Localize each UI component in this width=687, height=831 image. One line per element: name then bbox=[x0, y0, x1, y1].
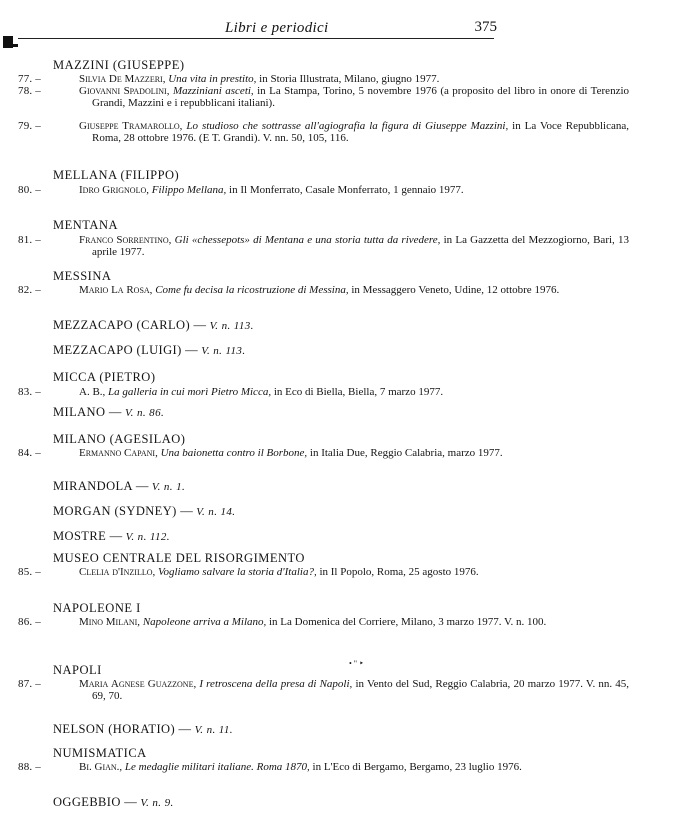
entry-text bbox=[79, 235, 629, 258]
entry-text bbox=[79, 285, 629, 297]
entry-number: 80. – bbox=[18, 184, 41, 196]
entry-number: 87. – bbox=[18, 678, 41, 690]
entry-publication: in Il Monferrato, Casale Monferrato, 1 gennaio 1977. bbox=[226, 184, 464, 196]
cross-reference-mirandola bbox=[0, 481, 603, 494]
entry-publication: in Messaggero Veneto, Udine, 12 ottobre 1976. bbox=[348, 284, 560, 296]
xref-target: V. n. 86. bbox=[121, 407, 165, 419]
entry-publication: in Eco di Biella, Biella, 7 marzo 1977. bbox=[271, 386, 444, 398]
printer-mark-tick-icon bbox=[10, 44, 18, 47]
xref-heading: MILANO — bbox=[53, 405, 122, 419]
entry-number: 77. – bbox=[18, 73, 41, 85]
page-number: 375 bbox=[474, 19, 497, 35]
entry-number: 81. – bbox=[18, 234, 41, 246]
bibliography-entry-e81 bbox=[0, 235, 687, 258]
xref-target: V. n. 9. bbox=[137, 797, 174, 809]
entry-title: Vogliamo salvare la storia d'Italia?, bbox=[158, 566, 317, 578]
entry-number: 78. – bbox=[18, 85, 41, 97]
cross-reference-milano bbox=[0, 407, 603, 420]
entry-title: Una vita in prestito, bbox=[168, 73, 257, 85]
entry-author: Ermanno Capani, bbox=[79, 447, 158, 459]
xref-target: V. n. 11. bbox=[191, 724, 233, 736]
bibliography-entry-e82 bbox=[0, 285, 687, 297]
section-heading-museo: MUSEO CENTRALE DEL RISORGIMENTO bbox=[53, 551, 305, 565]
bibliography-entry-e79 bbox=[0, 121, 687, 144]
running-title: Libri e periodici bbox=[225, 20, 329, 36]
entry-author: Idro Grignolo, bbox=[79, 184, 149, 196]
section-heading-napoli: NAPOLI bbox=[53, 663, 102, 677]
entry-author: A. B., bbox=[79, 386, 106, 398]
entry-author: Bi. Gian., bbox=[79, 761, 123, 773]
section-heading-numismatica: NUMISMATICA bbox=[53, 746, 147, 760]
entry-title: Gli «chessepots» di Mentana e una storia tutta da rivedere, bbox=[174, 234, 441, 246]
entry-text bbox=[79, 762, 629, 774]
bibliography-entry-e78 bbox=[0, 86, 687, 109]
entry-title: Le medaglie militari italiane. Roma 1870, bbox=[124, 761, 310, 773]
bibliography-entry-e83 bbox=[0, 387, 687, 399]
xref-target: V. n. 1. bbox=[148, 481, 186, 493]
bibliography-entry-e86 bbox=[0, 617, 687, 629]
section-heading-mentana: MENTANA bbox=[53, 218, 118, 232]
entry-publication: in La Gazzetta del Mezzogiorno, Bari, 13 aprile 1977. bbox=[92, 234, 629, 258]
xref-heading: OGGEBBIO — bbox=[53, 795, 138, 809]
xref-heading: MOSTRE — bbox=[53, 529, 123, 543]
entry-title: Una baionetta contro il Borbone, bbox=[160, 447, 308, 459]
bibliography-entry-e87 bbox=[0, 679, 687, 702]
entry-publication: in La Domenica del Corriere, Milano, 3 marzo 1977. V. n. 100. bbox=[266, 616, 547, 628]
entry-title: Lo studioso che sottrasse all'agiografia la figura di Giuseppe Mazzini, bbox=[186, 120, 509, 132]
entry-author: Clelia d'Inzillo, bbox=[79, 566, 156, 578]
entry-number: 83. – bbox=[18, 386, 41, 398]
entry-number: 84. – bbox=[18, 447, 41, 459]
section-heading-mellana: MELLANA (FILIPPO) bbox=[53, 168, 180, 182]
entry-text bbox=[79, 679, 629, 702]
entry-author: Mario La Rosa, bbox=[79, 284, 153, 296]
ink-speck-icon: • " ‣ bbox=[349, 659, 364, 668]
cross-reference-nelson bbox=[0, 724, 603, 737]
section-heading-micca: MICCA (PIETRO) bbox=[53, 370, 156, 384]
entry-title: Mazziniani asceti, bbox=[172, 85, 254, 97]
entry-publication: in La Stampa, Torino, 5 novembre 1976 (a proposito del libro in onore di Terenzio Grandi, Mazzini e i repubblicani italiani). bbox=[92, 85, 630, 109]
entry-publication: in Storia Illustrata, Milano, giugno 1977. bbox=[256, 73, 440, 85]
entry-text bbox=[79, 448, 629, 460]
entry-title: Filippo Mellana, bbox=[151, 184, 227, 196]
entry-author: Franco Sorrentino, bbox=[79, 234, 172, 246]
entry-number: 88. – bbox=[18, 761, 41, 773]
entry-title: Come fu decisa la ricostruzione di Messina, bbox=[155, 284, 349, 296]
bibliography-entry-e84 bbox=[0, 448, 687, 460]
xref-target: V. n. 14. bbox=[193, 506, 236, 518]
entry-text bbox=[79, 185, 629, 197]
entry-text bbox=[79, 74, 629, 86]
entry-number: 86. – bbox=[18, 616, 41, 628]
entry-title: I retroscena della presa di Napoli, bbox=[199, 678, 353, 690]
xref-target: V. n. 113. bbox=[206, 320, 254, 332]
xref-target: V. n. 112. bbox=[122, 531, 170, 543]
header-rule bbox=[18, 38, 494, 39]
entry-publication: in L'Eco di Bergamo, Bergamo, 23 luglio 1976. bbox=[309, 761, 522, 773]
entry-publication: in Italia Due, Reggio Calabria, marzo 1977. bbox=[307, 447, 503, 459]
entry-text bbox=[79, 86, 629, 109]
cross-reference-morgan bbox=[0, 506, 603, 519]
entry-author: Silvia De Mazzeri, bbox=[79, 73, 166, 85]
xref-target: V. n. 113. bbox=[198, 345, 246, 357]
entry-author: Mino Milani, bbox=[79, 616, 141, 628]
entry-number: 82. – bbox=[18, 284, 41, 296]
section-heading-napoleone: NAPOLEONE I bbox=[53, 601, 141, 615]
xref-heading: MIRANDOLA — bbox=[53, 479, 149, 493]
bibliography-entry-e80 bbox=[0, 185, 687, 197]
entry-text bbox=[79, 387, 629, 399]
cross-reference-mostre bbox=[0, 531, 603, 544]
cross-reference-oggebbio bbox=[0, 797, 603, 810]
bibliography-entry-e85 bbox=[0, 567, 687, 579]
entry-publication: in Il Popolo, Roma, 25 agosto 1976. bbox=[316, 566, 479, 578]
bibliography-entry-e77 bbox=[0, 74, 687, 86]
xref-heading: MEZZACAPO (LUIGI) — bbox=[53, 343, 199, 357]
entry-title: Napoleone arriva a Milano, bbox=[142, 616, 267, 628]
entry-text bbox=[79, 121, 629, 144]
xref-heading: NELSON (HORATIO) — bbox=[53, 722, 192, 736]
cross-reference-mezzacapo-carlo bbox=[0, 320, 603, 333]
entry-text bbox=[79, 617, 629, 629]
entry-number: 79. – bbox=[18, 120, 41, 132]
xref-heading: MEZZACAPO (CARLO) — bbox=[53, 318, 207, 332]
page-header bbox=[0, 0, 550, 50]
entry-publication: in Vento del Sud, Reggio Calabria, 20 marzo 1977. V. nn. 45, 69, 70. bbox=[92, 678, 629, 702]
xref-heading: MORGAN (SYDNEY) — bbox=[53, 504, 194, 518]
bibliography-entry-e88 bbox=[0, 762, 687, 774]
entry-author: Giovanni Spadolini, bbox=[79, 85, 170, 97]
entry-text bbox=[79, 567, 629, 579]
section-heading-mazzini: MAZZINI (GIUSEPPE) bbox=[53, 58, 185, 72]
entry-number: 85. – bbox=[18, 566, 41, 578]
entry-author: Giuseppe Tramarollo, bbox=[79, 120, 183, 132]
section-heading-milano-agesilao: MILANO (AGESILAO) bbox=[53, 432, 186, 446]
entry-author: Maria Agnese Guazzone, bbox=[79, 678, 197, 690]
cross-reference-mezzacapo-luigi bbox=[0, 345, 603, 358]
entry-publication: in La Voce Repubblicana, Roma, 28 ottobre 1976. (E T. Grandi). V. nn. 50, 105, 116. bbox=[92, 120, 630, 144]
section-heading-messina: MESSINA bbox=[53, 269, 112, 283]
entry-title: La galleria in cui morì Pietro Micca, bbox=[108, 386, 272, 398]
